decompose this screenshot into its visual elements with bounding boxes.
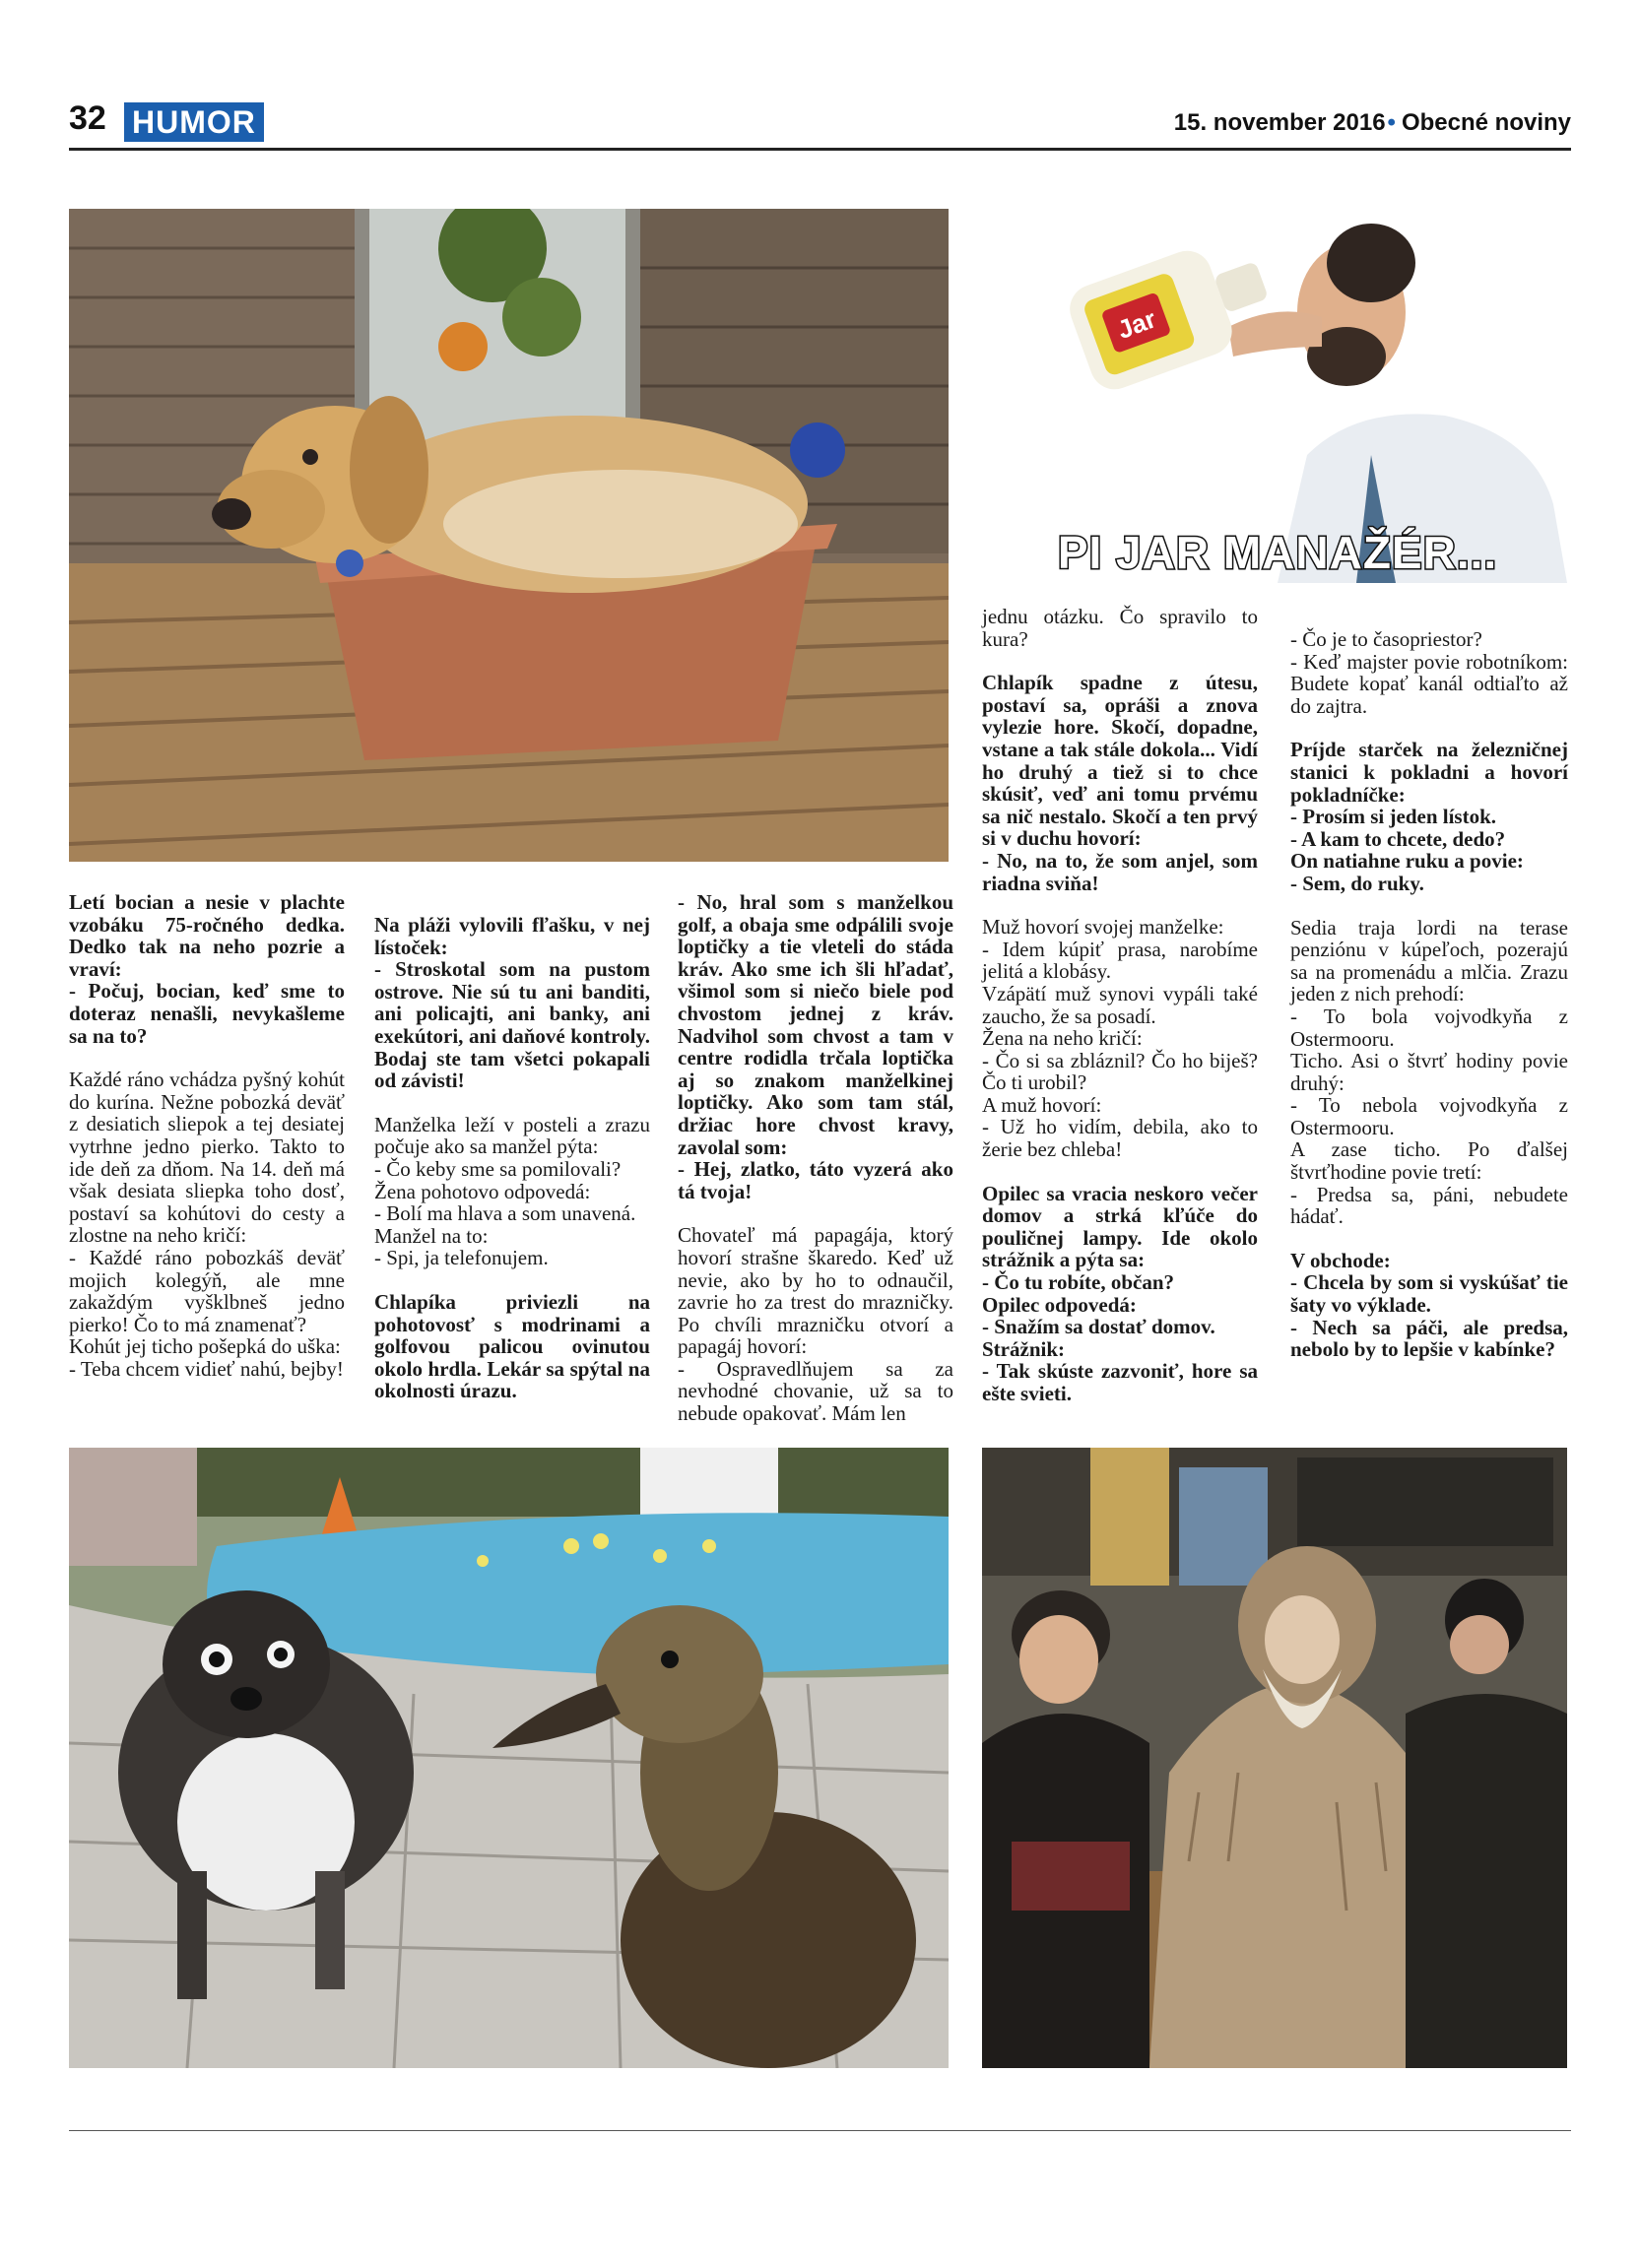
subway-bigfoot-photo (982, 1448, 1567, 2068)
publication-name: Obecné noviny (1401, 109, 1571, 136)
joke-cliff: Chlapík spadne z útesu, postaví sa, opráši a znova vylezie hore. Skočí, dopadne, vstane a tak stále dokola... Vidí ho druhý a tiež si to chce skúsiť, veď ani tomu prvému sa nič nestalo. Skočí a ten prvý si v duchu hovorí: - No, na to, že som anjel, som riadna sviňa! (982, 671, 1258, 895)
joke-pig: Muž hovorí svojej manželke: - Idem kúpiť prasa, narobíme jelitá a klobásy. Vzápätí muž synovi vypáli také zaucho, že sa posadí. Žena na neho kričí: - Čo si sa zbláznil? Čo ho biješ? Čo ti urobil? A muž hovorí: - Už ho vidím, debila, ako to žerie bez chleba! (982, 915, 1258, 1162)
section-label: HUMOR (124, 102, 264, 142)
issue-date: 15. november 2016 (1173, 109, 1386, 136)
joke-drunk: Opilec sa vracia neskoro večer domov a strká kľúče do pouličnej lampy. Ide okolo strážnik a pýta sa: - Čo tu robíte, občan? Opilec odpovedá: - Snažím sa dostať domov. Strážnik: - Tak skúste zazvoniť, hore sa ešte svieti. (982, 1181, 1258, 1405)
page-number: 32 (69, 99, 106, 137)
column-2 (374, 914, 650, 1402)
joke-parrot-end: jednu otázku. Čo spravilo to kura? (982, 605, 1258, 651)
column-3 (678, 891, 953, 1425)
puppy-duckling-photo (69, 1448, 949, 2068)
joke-lords: Sedia traja lordi na terase penziónu v kúpeľoch, pozerajú sa na promenádu a mlčia. Zrazu jeden z nich prehodí: - To bola vojvodkyňa z Ostermooru. Ticho. Asi o štvrť hodiny povie druhý: - To nebola vojvodkyňa z Ostermooru. A zase ticho. Po ďalšej štvrťhodine povie tretí: - Predsa sa, páni, nebudete hádať. (1290, 915, 1568, 1229)
meme-caption: PI JAR MANAŽÉR... (1057, 527, 1498, 578)
joke-wife-headache: Manželka leží v posteli a zrazu počuje ako sa manžel pýta: - Čo keby sme sa pomilovali? Žena pohotovo odpovedá: - Bolí ma hlava a som unavená. Manžel na to: - Spi, ja telefonujem. (374, 1112, 650, 1270)
joke-golf-cow: - No, hral som s manželkou golf, a obaja sme odpálili svoje loptičky a tie vleteli do stáda kráv. Ako sme ich šli hľadať, všimol som si niečo biele pod chvostom jednej z kráv. Nadvihol som chvost a tam v centre rodidla trčala loptička aj so znakom manželkinej loptičky. Ako som tam stál, držiac hore chvost kravy, zavolal som: - Hej, zlatko, táto vyzerá ako tá tvoja! (678, 890, 953, 1203)
dog-in-planter-photo (69, 209, 949, 862)
bottle-label: Jar (1113, 303, 1160, 345)
joke-bottle: Na pláži vylovili fľašku, v nej lístoček: - Stroskotal som na pustom ostrove. Nie sú tu ani banditi, ani policajti, ani banky, ani exekútori, ani daňové kontroly. Bodaj ste tam všetci pokapali od závisti! (374, 913, 650, 1093)
joke-shop: V obchode: - Chcela by som si vyskúšať tie šaty vo výklade. - Nech sa páči, ale predsa, nebolo by to lepšie v kabínke? (1290, 1248, 1568, 1362)
footer-rule (69, 2130, 1571, 2131)
joke-parrot: Chovateľ má papagája, ktorý hovorí strašne škaredo. Keď už nevie, ako by ho to odnaučil, zavrie ho za trest do mrazničky. Po chvíli mrazničku otvorí a papagáj hovorí: - Ospravedlňujem sa za nevhodné chovanie, už sa to nebude opakovať. Mám len (678, 1223, 953, 1426)
joke-ticket: Príjde starček na železničnej stanici k pokladni a hovorí pokladníčke: - Prosím si jeden lístok. - A kam to chcete, dedo? On natiahne ruku a povie: - Sem, do ruky. (1290, 738, 1568, 895)
joke-rooster: Každé ráno vchádza pyšný kohút do kurína. Nežne pobozká deväť z desiatich sliepok a tej desiatej vytrhne jedno pierko. Takto to ide deň za dňom. Na 14. deň má však desiata sliepka toho dosť, postaví sa kohútovi do cesty a zlostne na neho kričí: - Každé ráno pobozkáš deväť mojich kolegýň, ale mne zakaždým vyšklbneš jedno pierko! Čo to má znamenať? Kohút jej ticho pošepká do uška: - Teba chcem vidieť nahú, bejby! (69, 1068, 345, 1381)
column-5 (1290, 628, 1568, 1361)
separator-dot-icon: • (1387, 109, 1396, 136)
joke-spacetime: - Čo je to časopriestor? - Keď majster povie robotníkom: Budete kopať kanál odtiaľto až do zajtra. (1290, 627, 1568, 718)
joke-stork: Letí bocian a nesie v plachte vzobáku 75-ročného dedka. Dedko tak na neho pozrie a vraví: - Počuj, bocian, keď sme to doteraz nenašli, nevykašleme sa na to? (69, 890, 345, 1048)
detergent-meme-photo (982, 209, 1567, 583)
column-1 (69, 891, 345, 1380)
joke-golf-intro: Chlapíka priviezli na pohotovosť s modrinami a golfovou palicou ovinutou okolo hrdla. Lekár sa spýtal na okolnosti úrazu. (374, 1289, 650, 1403)
header-rule (69, 148, 1571, 151)
column-4 (982, 606, 1258, 1405)
masthead-info (1174, 108, 1571, 138)
